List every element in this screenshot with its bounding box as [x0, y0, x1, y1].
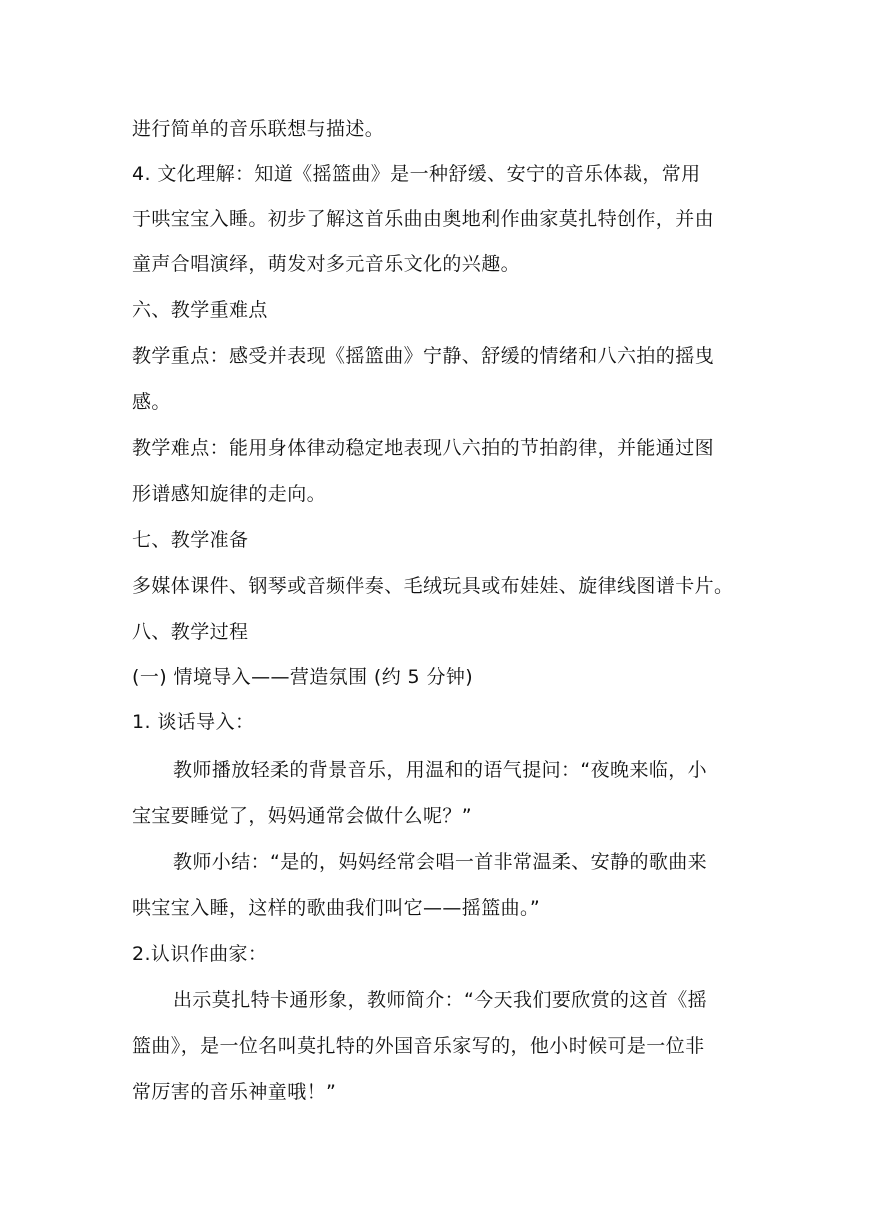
text-line: 教师播放轻柔的背景音乐，用温和的语气提问：“夜晚来临，小: [173, 759, 708, 781]
text-line: 形谱感知旋律的走向。: [132, 483, 327, 505]
text-line: 教学重点：感受并表现《摇篮曲》宁静、舒缓的情绪和八六拍的摇曳: [132, 345, 715, 367]
text-line: 哄宝宝入睡，这样的歌曲我们叫它——摇篮曲。”: [132, 897, 541, 919]
text-line: 于哄宝宝入睡。初步了解这首乐曲由奥地利作曲家莫扎特创作，并由: [132, 208, 715, 230]
section-heading: 六、教学重难点: [132, 299, 268, 321]
text-line: 感。: [132, 391, 171, 413]
list-item-heading: 1. 谈话导入：: [132, 711, 255, 733]
section-heading: 七、教学准备: [132, 529, 249, 551]
text-line: 宝宝要睡觉了，妈妈通常会做什么呢？”: [132, 805, 473, 827]
text-line: 常厉害的音乐神童哦！”: [132, 1081, 337, 1103]
section-heading: 八、教学过程: [132, 621, 249, 643]
text-line: 童声合唱演绎，萌发对多元音乐文化的兴趣。: [132, 253, 521, 275]
subsection-heading: (一) 情境导入——营造氛围 (约 5 分钟): [132, 666, 474, 688]
text-line: 教学难点：能用身体律动稳定地表现八六拍的节拍韵律，并能通过图: [132, 437, 715, 459]
text-line: 篮曲》，是一位名叫莫扎特的外国音乐家写的，他小时候可是一位非: [132, 1035, 705, 1057]
list-item-heading: 2.认识作曲家：: [132, 943, 268, 965]
text-line: 多媒体课件、钢琴或音频伴奏、毛绒玩具或布娃娃、旋律线图谱卡片。: [132, 575, 734, 597]
text-line: 进行简单的音乐联想与描述。: [132, 118, 385, 140]
text-line: 教师小结：“是的，妈妈经常会唱一首非常温柔、安静的歌曲来: [173, 851, 708, 873]
text-line: 4. 文化理解：知道《摇篮曲》是一种舒缓、安宁的音乐体裁，常用: [132, 163, 701, 185]
text-line: 出示莫扎特卡通形象，教师简介：“今天我们要欣赏的这首《摇: [173, 989, 708, 1011]
